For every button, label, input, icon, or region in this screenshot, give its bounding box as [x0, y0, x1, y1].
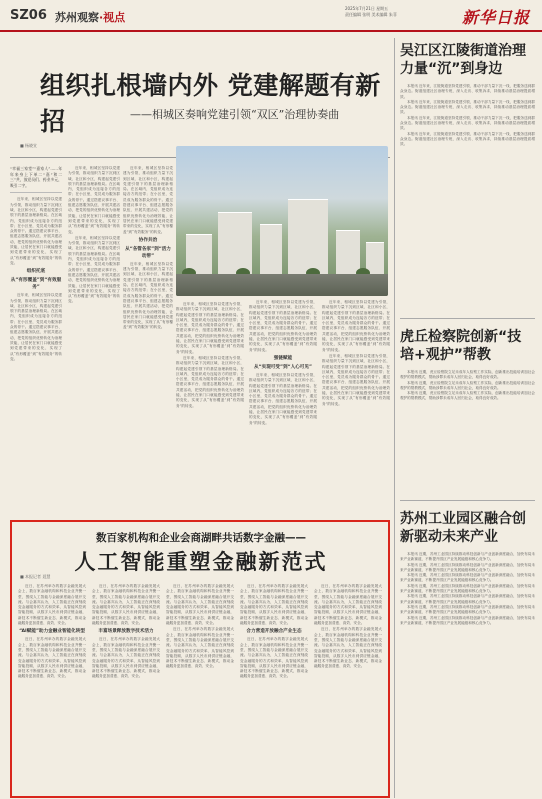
lead-body-text-repeat: 近年来，相城区坚持以党建为引领，推动组织力量下沉到区域、社区和小区，构建起党建引领下的基层治理新格局。在区域内，党组织成为连接各方的纽带；在小区里，党员成为服务群众的骨干。通过搭建议事平台、组建志愿服务队伍、开展共建活动，把党的组织优势转化为治理效能，让居民在家门口就能感受到党建带来的变化，实现了从“有形覆盖”到“有效服务”的转变。: [176, 355, 244, 408]
sidebar-article-1-body: [400, 84, 535, 148]
bottom-article-headline: 人工智能重塑金融新范式: [74, 550, 328, 574]
bottom-article-byline: ■ 本报记者 聂慧: [20, 574, 51, 579]
sidebar-article-3-title: 苏州工业园区融合创新驱动未来产业: [400, 511, 526, 545]
lead-body-text-repeat: 近年来，相城区坚持以党建为引领，推动组织力量下沉到区域、社区和小区，构建起党建引领下的基层治理新格局。在区域内，党组织成为连接各方的纽带；在小区里，党员成为服务群众的骨干。通过搭建议事平台、组建志愿服务队伍、开展共建活动，把党的组织优势转化为治理效能，让居民在家门口就能感受到党建带来的变化，实现了从“有形覆盖”到“有效服务”的转变。: [68, 235, 120, 304]
highlighted-article-box: [10, 520, 390, 798]
sidebar-article-1-text: 本报讯 近年来，江陵街道坚持党建引领，推动干部力量下沉一线，把服务送到群众身边。街道组建社区治理专班，深入走访、收集诉求，持续推动基层治理提质增效。: [400, 84, 535, 99]
sidebar-article-3-body: [400, 552, 535, 626]
sidebar-divider: [400, 318, 535, 319]
column-divider: [394, 38, 395, 798]
lead-body-text: 近年来，相城区坚持以党建为引领，推动组织力量下沉到区域、社区和小区，构建起党建引领下的基层治理新格局。在区域内，党组织成为连接各方的纽带；在小区里，党员成为服务群众的骨干。通过搭建议事平台、组建志愿服务队伍、开展共建活动，把党的组织优势转化为治理效能，让居民在家门口就能感受到党建带来的变化，实现了从“有形覆盖”到“有效服务”的转变。: [10, 197, 62, 265]
lead-body-text-repeat: 近年来，相城区坚持以党建为引领，推动组织力量下沉到区域、社区和小区，构建起党建引领下的基层治理新格局。在区域内，党组织成为连接各方的纽带；在小区里，党员成为服务群众的骨干。通过搭建议事平台、组建志愿服务队伍、开展共建活动，把党的组织优势转化为治理效能，让居民在家门口就能感受到党建带来的变化，实现了从“有形覆盖”到“有效服务”的转变。: [68, 166, 120, 234]
masthead-info: [345, 6, 435, 18]
section-title: 苏州观察: [55, 11, 99, 24]
sidebar-article-3-text: 本报讯 近期，苏州工业园区持续推动科技创新与产业创新深度融合，加快布局未来产业新赛道，不断提升园区产业发展能级和核心竞争力。: [400, 552, 535, 562]
lead-column-3: [123, 166, 173, 516]
lead-body-text-repeat: 近年来，相城区坚持以党建为引领，推动组织力量下沉到区域、社区和小区，构建起党建引领下的基层治理新格局。在区域内，党组织成为连接各方的纽带；在小区里，党员成为服务群众的骨干。通过搭建议事平台、组建志愿服务队伍、开展共建活动，把党的组织优势转化为治理效能，让居民在家门口就能感受到党建带来的变化，实现了从“有形覆盖”到“有效服务”的转变。: [123, 166, 173, 234]
lead-headline: 组织扎根墙内外 党建解题有新招: [40, 71, 381, 136]
photo-building: [218, 212, 252, 274]
sidebar-article-1-title: 吴江区江陵街道治理力量“沉”到身边: [400, 43, 526, 77]
sidebar-article-3-text: 本报讯 近期，苏州工业园区持续推动科技创新与产业创新深度融合，加快布局未来产业新赛道，不断提升园区产业发展能级和核心竞争力。: [400, 615, 535, 625]
sidebar-article-3-text: 本报讯 近期，苏州工业园区持续推动科技创新与产业创新深度融合，加快布局未来产业新赛道，不断提升园区产业发展能级和核心竞争力。: [400, 583, 535, 594]
newspaper-logo: 新华日报: [462, 8, 531, 27]
lead-subhead-5: 协作共治: [138, 237, 158, 243]
lead-pull-quote: “幸福三家堂”“嘉家人”……年年来身上下单二“嘉”和二三”共，放党员们、药业多元，吸引二字。: [10, 166, 62, 193]
sidebar-article-2-text: 本报讯 近期，虎丘检察院立足未成年人检察工作实际，创新推出技能培训加社会观护的帮教模式，帮助涉罪未成年人回归社会，取得良好成效。: [400, 370, 535, 380]
bottom-column-5: [314, 584, 382, 792]
bottom-subhead-1: “AI赋能”助力金融业智能化转型: [19, 629, 85, 635]
lead-body-text-repeat: 近年来，相城区坚持以党建为引领，推动组织力量下沉到区域、社区和小区，构建起党建引领下的基层治理新格局。在区域内，党组织成为连接各方的纽带；在小区里，党员成为服务群众的骨干。通过搭建议事平台、组建志愿服务队伍、开展共建活动，把党的组织优势转化为治理效能，让居民在家门口就能感受到党建带来的变化，实现了从“有形覆盖”到“有效服务”的转变。: [322, 300, 390, 352]
sidebar-article-1: [400, 42, 535, 148]
bottom-column-2: [92, 584, 160, 792]
section-name: [55, 9, 125, 25]
bottom-article-kicker: 数百家机构和企业会商湖畔共话数字金融——: [96, 532, 306, 544]
sidebar-article-2-text: 本报讯 近期，虎丘检察院立足未成年人检察工作实际，创新推出技能培训加社会观护的帮教模式，帮助涉罪未成年人回归社会，取得良好成效。: [400, 380, 535, 390]
bottom-subhead-3: 合力营造开放融合产业生态: [246, 629, 302, 635]
sidebar-article-3-text: 本报讯 近期，苏州工业园区持续推动科技创新与产业创新深度融合，加快布局未来产业新赛道，不断提升园区产业发展能级和核心竞争力。: [400, 573, 535, 583]
bottom-column-3: [166, 584, 234, 792]
lead-column-5: [249, 150, 317, 516]
lead-subhead-1: 组织托底: [26, 269, 46, 275]
lead-body-text-repeat: 近年来，相城区坚持以党建为引领，推动组织力量下沉到区域、社区和小区，构建起党建引领下的基层治理新格局。在区域内，党组织成为连接各方的纽带；在小区里，党员成为服务群众的骨干。通过搭建议事平台、组建志愿服务队伍、开展共建活动，把党的组织优势转化为治理效能，让居民在家门口就能感受到党建带来的变化，实现了从“有形覆盖”到“有效服务”的转变。: [322, 353, 390, 406]
bottom-column-4: [240, 584, 308, 792]
bottom-body-text-repeat: 近日，在苏州举办的数字金融发展大会上，数百家金融机构和科技企业齐聚一堂，围绕人工智能与金融深度融合展开交流。与会嘉宾认为，人工智能正在深刻改变金融服务的方式和效率，从智能风控到智能投顾，从数字人民币到供应链金融，新技术不断催生新业态、新模式，推动金融服务更加普惠、高效、安全。: [240, 584, 308, 626]
sidebar-article-2-text: 本报讯 近期，虎丘检察院立足未成年人检察工作实际，创新推出技能培训加社会观护的帮教模式，帮助涉罪未成年人回归社会，取得良好成效。: [400, 391, 535, 401]
lead-body-text-repeat: 近年来，相城区坚持以党建为引领，推动组织力量下沉到区域、社区和小区，构建起党建引领下的基层治理新格局。在区域内，党组织成为连接各方的纽带；在小区里，党员成为服务群众的骨干。通过搭建议事平台、组建志愿服务队伍、开展共建活动，把党的组织优势转化为治理效能，让居民在家门口就能感受到党建带来的变化，实现了从“有形覆盖”到“有效服务”的转变。: [10, 293, 62, 361]
bottom-body-text-repeat: 近日，在苏州举办的数字金融发展大会上，数百家金融机构和科技企业齐聚一堂，围绕人工智能与金融深度融合展开交流。与会嘉宾认为，人工智能正在深刻改变金融服务的方式和效率，从智能风控到智能投顾，从数字人民币到供应链金融，新技术不断催生新业态、新模式，推动金融服务更加普惠、高效、安全。: [92, 584, 160, 626]
lead-byline: ■ 杨晓宣: [20, 143, 38, 148]
bottom-body-text-repeat: 近日，在苏州举办的数字金融发展大会上，数百家金融机构和科技企业齐聚一堂，围绕人工智能与金融深度融合展开交流。与会嘉宾认为，人工智能正在深刻改变金融服务的方式和效率，从智能风控到智能投顾，从数字人民币到供应链金融，新技术不断催生新业态、新模式，推动金融服务更加普惠、高效、安全。: [166, 584, 234, 626]
lead-subhead-6: 从“各管各家”到“活力动带”: [125, 246, 171, 259]
sidebar-article-1-text: 本报讯 近年来，江陵街道坚持党建引领，推动干部力量下沉一线，把服务送到群众身边。街道组建社区治理专班，深入走访、收集诉求，持续推动基层治理提质增效。: [400, 131, 535, 147]
lead-column-2: [68, 166, 120, 516]
lead-subhead-2: 从“有形覆盖”到“有效服务”: [10, 278, 62, 291]
sidebar-divider: [400, 500, 535, 501]
bottom-body-text-repeat: 近日，在苏州举办的数字金融发展大会上，数百家金融机构和科技企业齐聚一堂，围绕人工智能与金融深度融合展开交流。与会嘉宾认为，人工智能正在深刻改变金融服务的方式和效率，从智能风控到智能投顾，从数字人民币到供应链金融，新技术不断催生新业态、新模式，推动金融服务更加普惠、高效、安全。: [314, 584, 382, 626]
lead-body-text-repeat: 近年来，相城区坚持以党建为引领，推动组织力量下沉到区域、社区和小区，构建起党建引领下的基层治理新格局。在区域内，党组织成为连接各方的纽带；在小区里，党员成为服务群众的骨干。通过搭建议事平台、组建志愿服务队伍、开展共建活动，把党的组织优势转化为治理效能，让居民在家门口就能感受到党建带来的变化，实现了从“有形覆盖”到“有效服务”的转变。: [123, 261, 173, 330]
lead-body-text-repeat: 近年来，相城区坚持以党建为引领，推动组织力量下沉到区域、社区和小区，构建起党建引领下的基层治理新格局。在区域内，党组织成为连接各方的纽带；在小区里，党员成为服务群众的骨干。通过搭建议事平台、组建志愿服务队伍、开展共建活动，把党的组织优势转化为治理效能，让居民在家门口就能感受到党建带来的变化，实现了从“有形覆盖”到“有效服务”的转变。: [249, 372, 317, 425]
bottom-body-text-repeat: 近日，在苏州举办的数字金融发展大会上，数百家金融机构和科技企业齐聚一堂，围绕人工智能与金融深度融合展开交流。与会嘉宾认为，人工智能正在深刻改变金融服务的方式和效率，从智能风控到智能投顾，从数字人民币到供应链金融，新技术不断催生新业态、新模式，推动金融服务更加普惠、高效、安全。: [18, 637, 86, 679]
lead-subhead-3: 强链赋能: [273, 355, 293, 361]
bottom-body-text-repeat: 近日，在苏州举办的数字金融发展大会上，数百家金融机构和科技企业齐聚一堂，围绕人工智能与金融深度融合展开交流。与会嘉宾认为，人工智能正在深刻改变金融服务的方式和效率，从智能风控到智能投顾，从数字人民币到供应链金融，新技术不断催生新业态、新模式，推动金融服务更加普惠、高效、安全。: [240, 637, 308, 679]
section-subtitle: ·视点: [99, 11, 126, 24]
lead-column-6: [322, 150, 390, 516]
sidebar-article-3-text: 本报讯 近期，苏州工业园区持续推动科技创新与产业创新深度融合，加快布局未来产业新赛道，不断提升园区产业发展能级和核心竞争力。: [400, 604, 535, 615]
lead-body-text-repeat: 近年来，相城区坚持以党建为引领，推动组织力量下沉到区域、社区和小区，构建起党建引领下的基层治理新格局。在区域内，党组织成为连接各方的纽带；在小区里，党员成为服务群众的骨干。通过搭建议事平台、组建志愿服务队伍、开展共建活动，把党的组织优势转化为治理效能，让居民在家门口就能感受到党建带来的变化，实现了从“有形覆盖”到“有效服务”的转变。: [176, 302, 244, 354]
masthead: [0, 0, 542, 32]
masthead-editors: 责任编辑 张明 美术编辑 朱菲: [345, 12, 397, 17]
bottom-body-text-repeat: 近日，在苏州举办的数字金融发展大会上，数百家金融机构和科技企业齐聚一堂，围绕人工智能与金融深度融合展开交流。与会嘉宾认为，人工智能正在深刻改变金融服务的方式和效率，从智能风控到智能投顾，从数字人民币到供应链金融，新技术不断催生新业态、新模式，推动金融服务更加普惠、高效、安全。: [92, 637, 160, 679]
lead-body-text-repeat: 近年来，相城区坚持以党建为引领，推动组织力量下沉到区域、社区和小区，构建起党建引领下的基层治理新格局。在区域内，党组织成为连接各方的纽带；在小区里，党员成为服务群众的骨干。通过搭建议事平台、组建志愿服务队伍、开展共建活动，把党的组织优势转化为治理效能，让居民在家门口就能感受到党建带来的变化，实现了从“有形覆盖”到“有效服务”的转变。: [249, 300, 317, 352]
bottom-body-text: 近日，在苏州举办的数字金融发展大会上，数百家金融机构和科技企业齐聚一堂，围绕人工智能与金融深度融合展开交流。与会嘉宾认为，人工智能正在深刻改变金融服务的方式和效率，从智能风控到智能投顾，从数字人民币到供应链金融，新技术不断催生新业态、新模式，推动金融服务更加普惠、高效、安全。: [18, 584, 86, 626]
sidebar-article-1-text: 本报讯 近年来，江陵街道坚持党建引领，推动干部力量下沉一线，把服务送到群众身边。街道组建社区治理专班，深入走访、收集诉求，持续推动基层治理提质增效。: [400, 115, 535, 131]
lead-subhead-4: 从“实现可受”到“人心可见”: [253, 364, 312, 370]
lead-subheadline: ——相城区奏响党建引领“双区”治理协奏曲: [130, 108, 340, 121]
page-number: SZ06: [10, 8, 47, 23]
masthead-date: 2025年7月21日 星期五: [345, 6, 389, 11]
sidebar-article-2-title: 虎丘检察院创新“技培+观护”帮教: [400, 329, 522, 363]
bottom-body-text-repeat: 近日，在苏州举办的数字金融发展大会上，数百家金融机构和科技企业齐聚一堂，围绕人工智能与金融深度融合展开交流。与会嘉宾认为，人工智能正在深刻改变金融服务的方式和效率，从智能风控到智能投顾，从数字人民币到供应链金融，新技术不断催生新业态、新模式，推动金融服务更加普惠、高效、安全。: [166, 627, 234, 669]
sidebar-article-3-text: 本报讯 近期，苏州工业园区持续推动科技创新与产业创新深度融合，加快布局未来产业新赛道，不断提升园区产业发展能级和核心竞争力。: [400, 594, 535, 604]
lead-column-4: [176, 302, 244, 516]
lead-article-header: [10, 38, 390, 158]
bottom-body-text-repeat: 近日，在苏州举办的数字金融发展大会上，数百家金融机构和科技企业齐聚一堂，围绕人工智能与金融深度融合展开交流。与会嘉宾认为，人工智能正在深刻改变金融服务的方式和效率，从智能风控到智能投顾，从数字人民币到供应链金融，新技术不断催生新业态、新模式，推动金融服务更加普惠、高效、安全。: [314, 627, 382, 669]
sidebar-article-1-text: 本报讯 近年来，江陵街道坚持党建引领，推动干部力量下沉一线，把服务送到群众身边。街道组建社区治理专班，深入走访、收集诉求，持续推动基层治理提质增效。: [400, 99, 535, 115]
lead-column-1: [10, 166, 62, 516]
sidebar-article-3-text: 本报讯 近期，苏州工业园区持续推动科技创新与产业创新深度融合，加快布局未来产业新赛道，不断提升园区产业发展能级和核心竞争力。: [400, 562, 535, 572]
bottom-column-1: [18, 584, 86, 792]
sidebar-article-2: [400, 328, 535, 402]
sidebar-article-2-body: [400, 370, 535, 402]
bottom-subhead-2: 丰富场景释放数字技术活力: [98, 629, 154, 635]
sidebar-article-3: [400, 510, 535, 626]
